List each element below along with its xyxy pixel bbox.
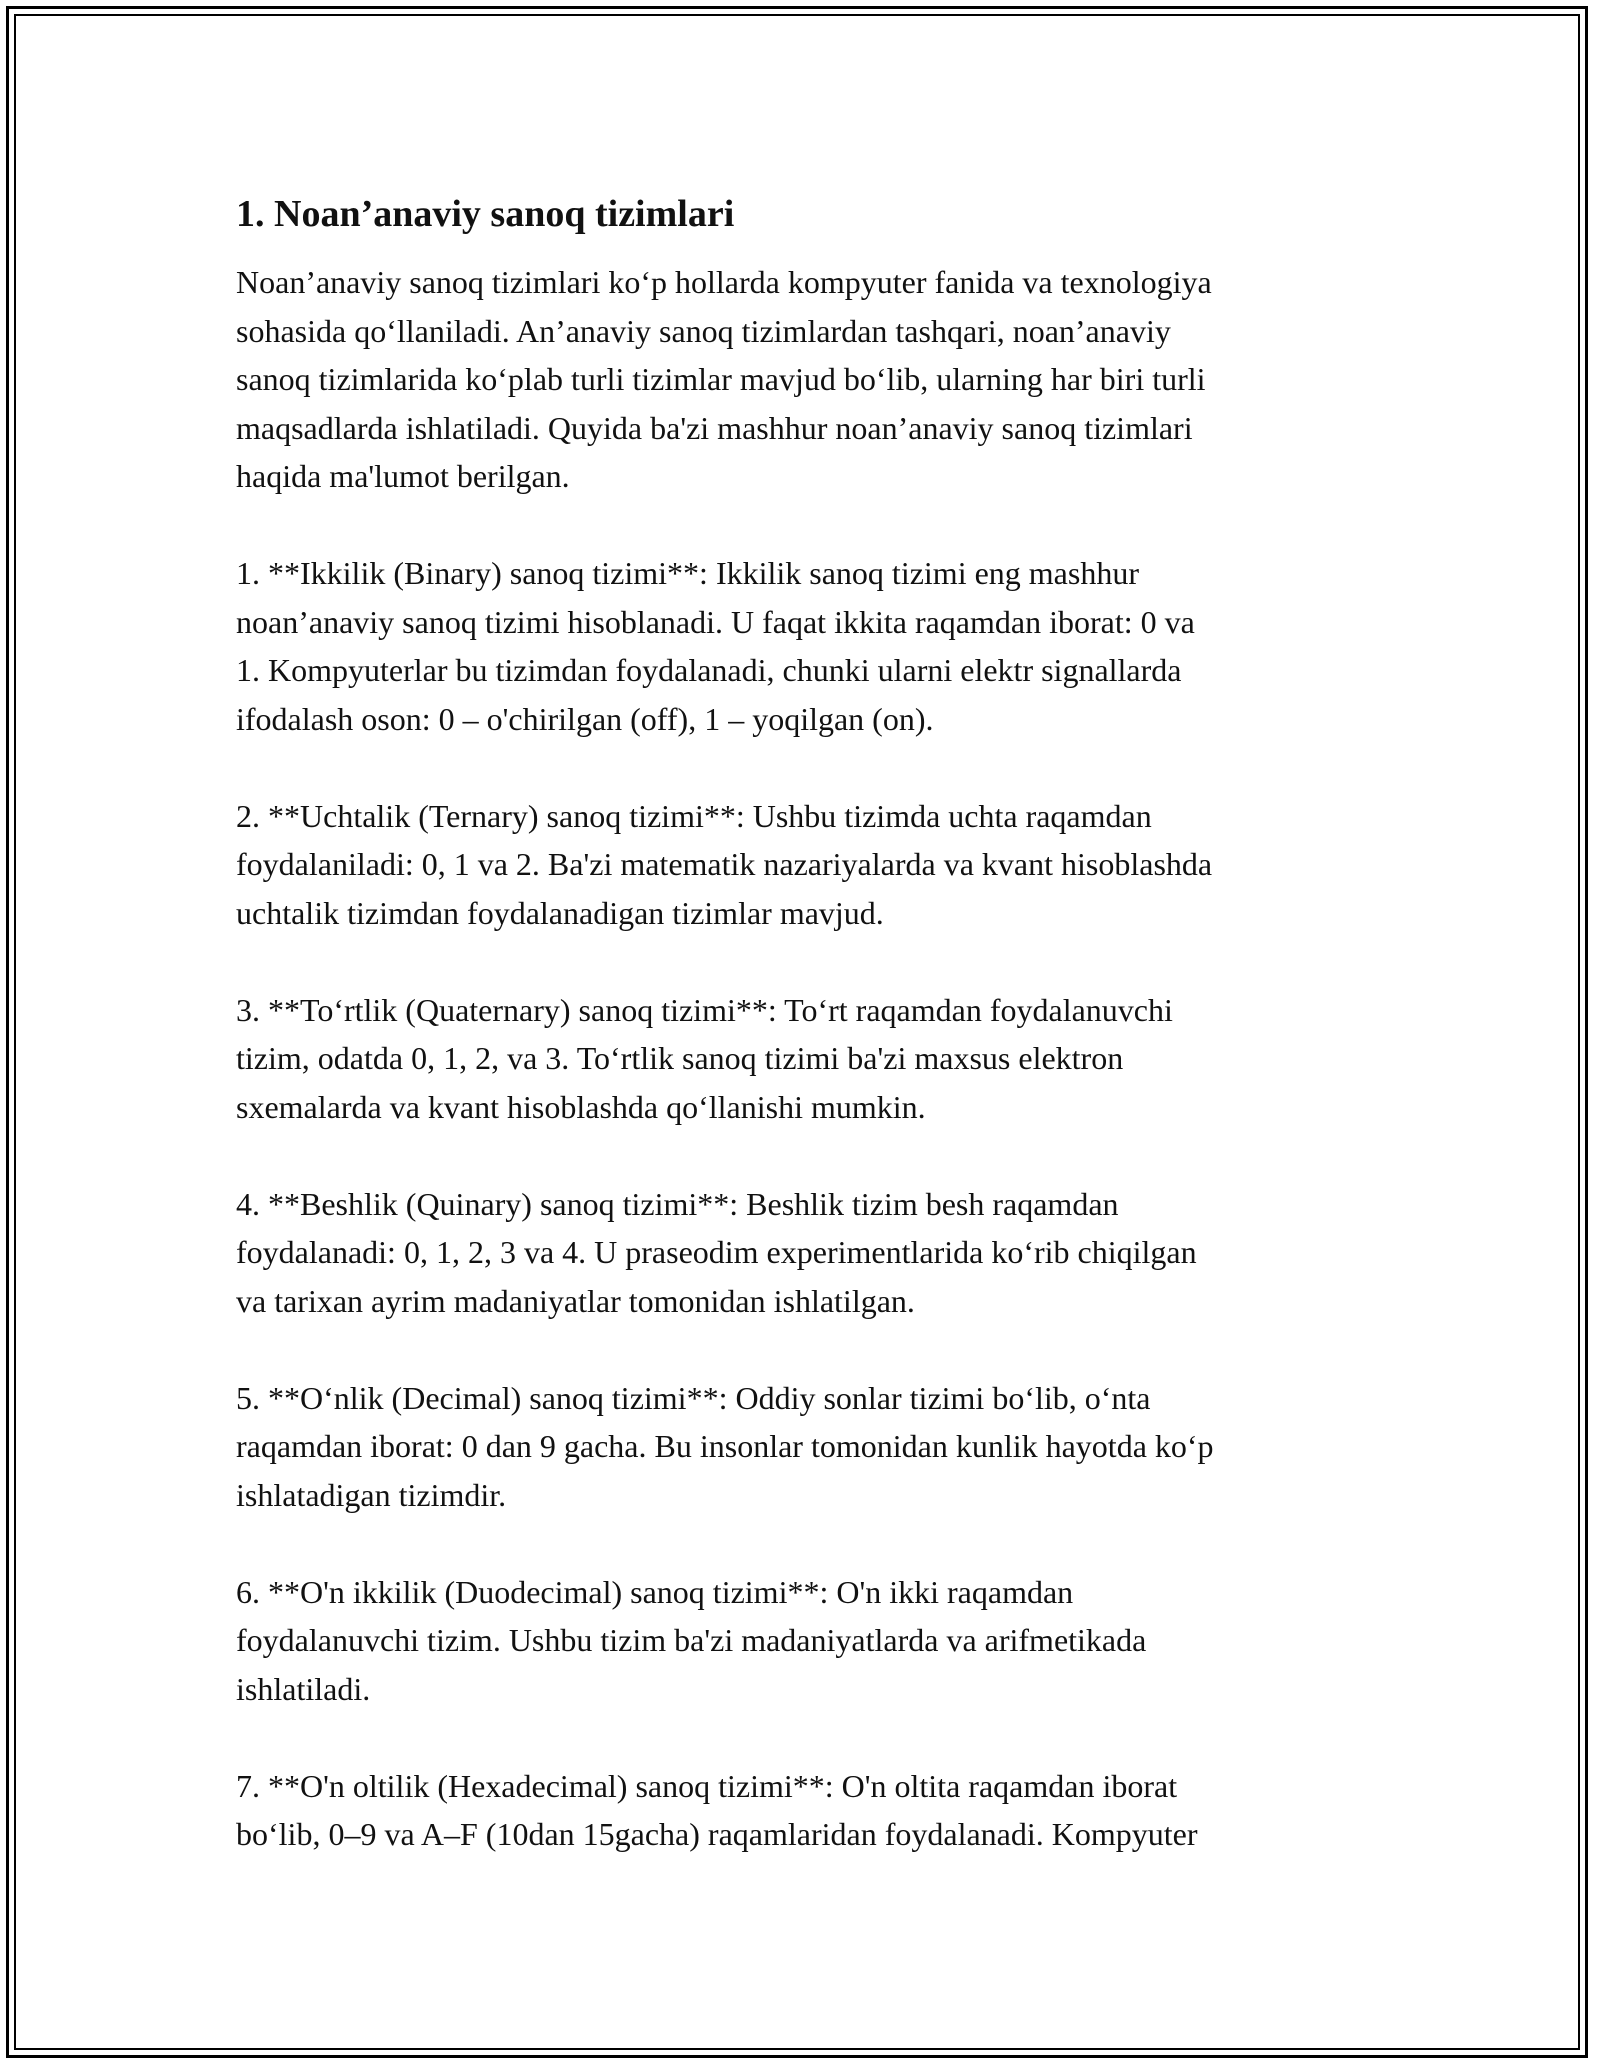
text-line: 3. **To‘rtlik (Quaternary) sanoq tizimi**: To‘rt raqamdan foydalanuvchi (236, 991, 1173, 1028)
text-line: 1. Kompyuterlar bu tizimdan foydalanadi, chunki ularni elektr signallarda (236, 652, 1182, 688)
text-line: haqida ma'lumot berilgan. (236, 458, 570, 494)
paragraph (236, 258, 1366, 501)
text-line: sanoq tizimlarida ko‘plab turli tizimlar mavjud bo‘lib, ularning har biri turli (236, 361, 1206, 397)
text-line: noan’anaviy sanoq tizimi hisoblanadi. U faqat ikkita raqamdan iborat: 0 va (236, 603, 1195, 640)
paragraph (236, 1568, 1366, 1714)
text-line: va tarixan ayrim madaniyatlar tomonidan ishlatilgan. (236, 1282, 915, 1319)
document-body (236, 190, 1366, 1907)
paragraph (236, 986, 1366, 1132)
text-line: bo‘lib, 0–9 va A–F (10dan 15gacha) raqamlaridan foydalanadi. Kompyuter (236, 1816, 1198, 1852)
text-line: sohasida qo‘llaniladi. An’anaviy sanoq tizimlardan tashqari, noan’anaviy (236, 312, 1171, 349)
paragraph (236, 549, 1366, 743)
text-line: ishlatadigan tizimdir. (236, 1476, 507, 1513)
text-line: sxemalarda va kvant hisoblashda qo‘llanishi mumkin. (236, 1088, 926, 1125)
paragraph (236, 1180, 1366, 1326)
text-line: 6. **O'n ikkilik (Duodecimal) sanoq tizimi**: O'n ikki raqamdan (236, 1573, 1074, 1610)
paragraph (236, 1762, 1366, 1859)
paragraph (236, 1374, 1366, 1520)
text-line: ishlatiladi. (236, 1670, 371, 1707)
paragraph-list (236, 258, 1366, 1859)
text-line: tizim, odatda 0, 1, 2, va 3. To‘rtlik sanoq tizimi ba'zi maxsus elektron (236, 1040, 1124, 1076)
paragraph (236, 792, 1366, 938)
text-line: 5. **O‘nlik (Decimal) sanoq tizimi**: Oddiy sonlar tizimi bo‘lib, o‘nta (236, 1379, 1151, 1416)
text-line: ifodalash oson: 0 – o'chirilgan (off), 1 – yoqilgan (on). (236, 700, 934, 737)
text-line: maqsadlarda ishlatiladi. Quyida ba'zi mashhur noan’anaviy sanoq tizimlari (236, 409, 1193, 446)
text-line: foydalanadi: 0, 1, 2, 3 va 4. U praseodim experimentlarida ko‘rib chiqilgan (236, 1234, 1197, 1270)
text-line: raqamdan iborat: 0 dan 9 gacha. Bu insonlar tomonidan kunlik hayotda ko‘p (236, 1428, 1214, 1464)
text-line: foydalaniladi: 0, 1 va 2. Ba'zi matematik nazariyalarda va kvant hisoblashda (236, 846, 1213, 882)
text-line: uchtalik tizimdan foydalanadigan tizimlar mavjud. (236, 894, 884, 931)
text-line: Noan’anaviy sanoq tizimlari ko‘p hollarda kompyuter fanida va texnologiya (236, 264, 1212, 300)
section-heading: 1. Noan’anaviy sanoq tizimlari (236, 193, 735, 235)
text-line: 1. **Ikkilik (Binary) sanoq tizimi**: Ikkilik sanoq tizimi eng mashhur (236, 555, 1139, 591)
text-line: 4. **Beshlik (Quinary) sanoq tizimi**: Beshlik tizim besh raqamdan (236, 1185, 1119, 1222)
text-line: 7. **O'n oltilik (Hexadecimal) sanoq tizimi**: O'n oltita raqamdan iborat (236, 1767, 1178, 1804)
text-line: 2. **Uchtalik (Ternary) sanoq tizimi**: Ushbu tizimda uchta raqamdan (236, 797, 1152, 834)
text-line: foydalanuvchi tizim. Ushbu tizim ba'zi madaniyatlarda va arifmetikada (236, 1622, 1147, 1658)
